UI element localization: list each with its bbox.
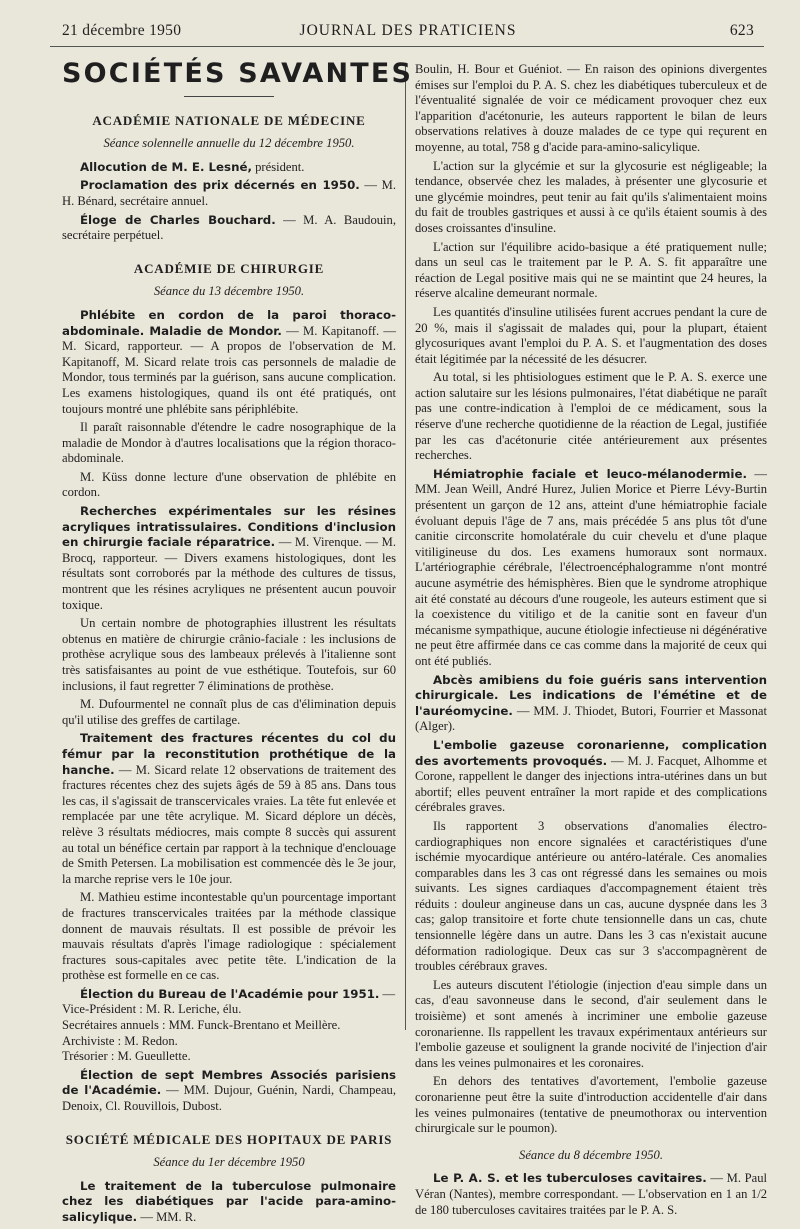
paragraph: Ils rapportent 3 observations d'anomalies électro-cardiographiques non encore signalées et caractéristiques d'une ischémie myocardique antérieure ou antéro-latérale. Ces anomalies comparables dans les 3 cas ont régressé dans les semaines ou mois suivants. Les signes cardiaques d'accompagnement étaient très réduits : douleur angineuse dans un cas, aucune dyspnée dans les 3 cas; galop transitoire et forte chute tensionnelle dans un cas, chute tensionnelle légère dans un autre. Dans les 3 cas n'existait aucune déformation radiologique. Deux cas sur 3 s'accompagnèrent de troubles cérébraux graves.	[415, 818, 767, 974]
paragraph: Traitement des fractures récentes du col du fémur par la reconstitution prothétique de la hanche. — M. Sicard relate 12 observations de traitement des fractures récentes chez des sujets âgés de 59 à 85 ans. Dans tous les cas, il s'agissait de transcervicales vraies. La tête fut enlevée et remplacée par une tête acrylique. M. Sicard déplore un décès, relève 3 résultats médiocres, mais compte 8 succès qui assurent au total un bénéfice certain par rapport à la technique d'enclouage de Smith Petersen. La mobilisation est commencée dès le 3e jour, la marche reprise vers le 10e jour.	[62, 731, 396, 886]
masthead-rule	[184, 96, 274, 97]
acad-chir-session: Séance du 13 décembre 1950.	[153, 284, 305, 299]
paragraph: Recherches expérimentales sur les résines acryliques intratissulaires. Conditions d'inclusion en chirurgie faciale réparatrice. — M. Virenque. — M. Brocq, rapporteur. — Divers examens histologiques, dont les résultats sont corroborés par la méthode des cultures de tissus, montrent que les résines acryliques ne présentent aucun pouvoir toxique.	[62, 504, 396, 612]
running-header	[62, 22, 754, 44]
paragraph: Phlébite en cordon de la paroi thoraco-abdominale. Maladie de Mondor. — M. Kapitanoff. — M. Sicard, rapporteur. — A propos de l'observation de M. Kapitanoff, M. Sicard relate trois cas personnels de maladie de Mondor, tous terminés par la guérison, sans aucune complication. Les examens histologiques, quand ils ont été pratiqués, ont toujours montré une phlébite sans périphlébite.	[62, 307, 396, 416]
acad-med-item: Éloge de Charles Bouchard. — M. A. Baudouin, secrétaire perpétuel.	[62, 212, 396, 243]
acad-med-item: Allocution de M. E. Lesné, président.	[80, 159, 305, 174]
paragraph: M. Mathieu estime incontestable qu'un pourcentage important de fractures transcervicales traitées par la méthode classique donnent de mauvais résultats. Il est possible de prévoir les mauvais résultats d'après l'image radiologique : spécialement fractures sous-capitales avec petite tête. L'indication de la prothèse est formelle en ce cas.	[62, 890, 396, 983]
acad-med-item: Proclamation des prix décernés en 1950. — M. H. Bénard, secrétaire annuel.	[62, 178, 396, 208]
header-date: 21 décembre 1950	[62, 22, 182, 39]
right-column	[415, 62, 767, 1221]
election-bureau: Élection du Bureau de l'Académie pour 1951. — Vice-Président : M. R. Leriche, élu. Secrétaires annuels : MM. Funck-Brentano et Meillère. Archiviste : M. Redon. Trésorier : M. Gueullette.	[62, 986, 396, 1064]
paragraph: L'action sur la glycémie et sur la glycosurie est négligeable; la tendance, observée chez les malades, à présenter une glycosurie et une glycémie moindres, peut tenir au fait qu'ils s'alimentaient moins du fait de troubles gastriques et aussi à ce qu'ils étaient soumis à des doses croissantes d'insuline.	[415, 158, 767, 235]
column-divider	[405, 64, 406, 1030]
header-journal-title: JOURNAL DES PRATICIENS	[299, 22, 517, 39]
paragraph: Le P. A. S. et les tuberculoses cavitaires. — M. Paul Véran (Nantes), membre correspondant. — L'observation en 1 an 1/2 de 180 tuberculoses cavitaires traitées par le P. A. S.	[415, 1171, 768, 1217]
paragraph: Les quantités d'insuline utilisées furent accrues pendant la cure de 20 %, mais il s'agissait de malades qui, pour la plupart, étaient glycosuriques avant l'emploi du P. A. S. et l'augmentation des doses était légitimée par la nécessité de les désucrer.	[415, 304, 767, 366]
paragraph: M. Küss donne lecture d'une observation de phlébite en cordon.	[62, 469, 396, 500]
header-rule	[50, 46, 764, 47]
soc-med-session: Séance du 1er décembre 1950	[153, 1155, 305, 1170]
election-associates: Élection de sept Membres Associés parisiens de l'Académie. — MM. Dujour, Guénin, Nardi, Champeau, Denoix, Cl. Rouvillois, Dubost.	[62, 1067, 396, 1114]
acad-med-title: ACADÉMIE NATIONALE DE MÉDECINE	[92, 112, 366, 128]
left-column	[62, 58, 414, 1229]
paragraph: Au total, si les phtisiologues estiment que le P. A. S. exerce une action salutaire sur les lésions pulmonaires, l'état diabétique ne paraît pas une contre-indication à l'emploi de ce médicament, sous la réserve d'une recherche quotidienne de la réaction de Legal, justifiée par les cas d'acétonurie citée antérieurement aux présentes recherches.	[415, 370, 767, 463]
header-page-number: 623	[729, 22, 754, 39]
paragraph: Abcès amibiens du foie guéris sans intervention chirurgicale. Les indications de l'émétine et de l'auréomycine. — MM. J. Thiodet, Butori, Fourrier et Massonat (Alger).	[415, 672, 767, 734]
paragraph: M. Dufourmentel ne connaît plus de cas d'élimination depuis qu'il utilise des greffes de cartilage.	[62, 697, 396, 727]
acad-chir-title: ACADÉMIE DE CHIRURGIE	[133, 260, 325, 276]
soc-med-title: SOCIÉTÉ MÉDICALE DES HOPITAUX DE PARIS	[65, 1131, 393, 1147]
paragraph: Boulin, H. Bour et Guéniot. — En raison des opinions divergentes émises sur l'emploi du P. A. S. chez les diabétiques tuberculeux et de l'éventualité signalée de voir ce médicament provoquer chez eux l'apparition d'acétonurie, les auteurs rapportent le bilan de leurs observations relatives à douze malades de ce type qui reçurent en moyenne, au total, 758 g d'acide para-amino-salicylique.	[415, 62, 767, 154]
paragraph: Le traitement de la tuberculose pulmonaire chez les diabétiques par l'acide para-amino-salicylique. — MM. R.	[62, 1178, 396, 1224]
session-heading: Séance du 8 décembre 1950.	[519, 1147, 663, 1162]
paragraph: Les auteurs discutent l'étiologie (injection d'eau simple dans un cas, d'eau savonneuse dans le second, d'air seulement dans le troisième) et sont amenés à incriminer une embolie gazeuse coronarienne. Ils rappellent les travaux expérimentaux antérieurs sur l'embolie gazeuse et soulignent la grande nocivité de l'injection d'air dans les veines pulmonaires et les coronaires.	[415, 977, 767, 1070]
paragraph: Un certain nombre de photographies illustrent les résultats obtenus en matière de chirurgie crânio-faciale : les inclusions de prothèse acrylique sous des lambeaux prélevés à l'italienne sont très satisfaisantes au point de vue esthétique. Toutefois, sur 60 inclusions, il faut regretter 7 éliminations de prothèse.	[62, 616, 396, 693]
paragraph: Il paraît raisonnable d'étendre le cadre nosographique de la maladie de Mondor à d'autres localisations que la région thoraco-abdominale.	[62, 420, 396, 466]
paragraph: L'action sur l'équilibre acido-basique a été pratiquement nulle; dans un seul cas le traitement par le P. A. S. fit apparaître une réaction de Legal positive mais qui ne se maintint que 24 heures, la réserve alcaline demeurant normale.	[415, 239, 767, 301]
section-masthead: SOCIÉTÉS SAVANTES	[62, 58, 414, 89]
paragraph: L'embolie gazeuse coronarienne, complication des avortements provoqués. — M. J. Facquet, Alhomme et Corone, rappellent le danger des injections intra-utérines dans un but abortif; elles peuvent entraîner la mort rapide et des complications cérébrales graves.	[415, 737, 767, 815]
paragraph: Hémiatrophie faciale et leuco-mélanodermie. — MM. Jean Weill, André Hurez, Julien Morice et Pierre Lévy-Burtin présentent un garçon de 12 ans, atteint d'une hémiatrophie faciale évoluant depuis l'âge de 7 ans, mais précédée 5 ans plus tôt d'une canitie circonscrite homolatérale du cuir chevelu et d'une plaque vitiligineuse du dos. Les examens humoraux sont normaux. L'artériographie cérébrale, l'électroencéphalogramme n'ont montré aucune asymétrie des hémisphères. Bien que le syndrome atrophique ait été constaté au décours d'une rougeole, les auteurs estiment que si la coexistence du vitiligo et de la canitie sont en faveur d'un mécanisme sympathique, aucune étiologie infectieuse ni dégénérative ne peut être affirmée dans ce cas comme dans la majorité de ceux qui ont été publiés.	[415, 466, 767, 668]
paragraph: En dehors des tentatives d'avortement, l'embolie gazeuse coronarienne peut être la suite d'introduction accidentelle d'air dans les veines pulmonaires (tentative de pneumothorax ou intervention chirurgicale sur le poumon).	[415, 1074, 767, 1136]
acad-med-session: Séance solennelle annuelle du 12 décembre 1950.	[103, 136, 355, 151]
